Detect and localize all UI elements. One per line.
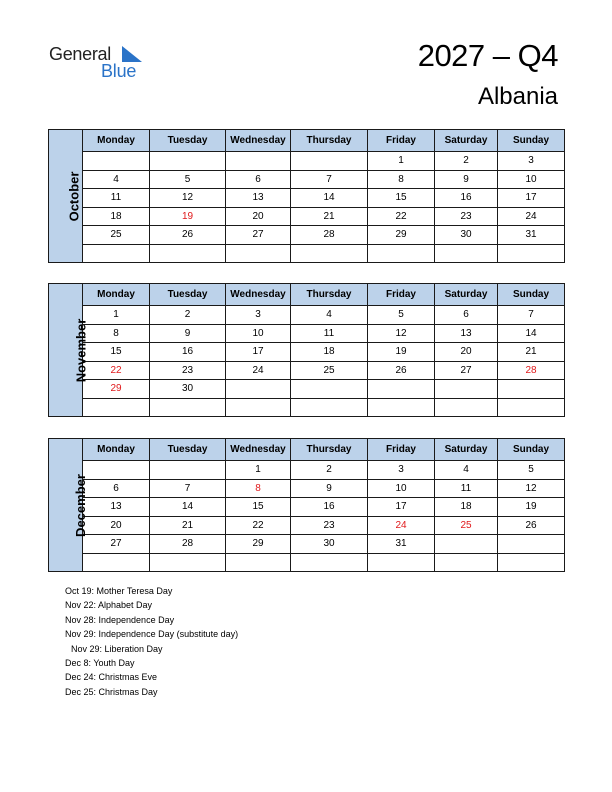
day-cell: 4 [83,170,150,189]
day-cell [498,535,565,554]
day-cell: 30 [150,380,226,399]
holiday-note: Nov 29: Independence Day (substitute day) [65,629,239,640]
day-cell: 12 [368,324,435,343]
holiday-note: Nov 29: Liberation Day [71,643,163,654]
day-cell: 31 [498,226,565,245]
day-cell: 27 [226,226,291,245]
day-cell [150,244,226,263]
week-row [49,516,565,535]
day-cell: 21 [291,207,368,226]
day-cell: 11 [435,479,498,498]
logo-blue-text: Blue [101,61,137,81]
week-row [49,380,565,399]
day-cell: 29 [368,226,435,245]
day-cell: 15 [368,189,435,208]
day-cell: 30 [435,226,498,245]
logo [49,44,149,84]
weekday-header: Sunday [498,284,565,306]
logo-general-text: General [49,44,111,64]
logo-flag-icon [122,46,142,62]
day-cell [150,553,226,572]
day-cell [83,553,150,572]
day-cell: 4 [291,306,368,325]
day-cell: 19 [368,343,435,362]
weekday-header: Monday [83,284,150,306]
day-cell: 2 [150,306,226,325]
day-cell: 7 [498,306,565,325]
day-cell: 31 [368,535,435,554]
day-cell [291,553,368,572]
day-cell: 8 [226,479,291,498]
week-row [49,244,565,263]
day-cell: 29 [83,380,150,399]
day-cell: 16 [150,343,226,362]
day-cell: 7 [291,170,368,189]
week-row [49,207,565,226]
day-cell: 22 [226,516,291,535]
day-cell: 16 [291,498,368,517]
month-label: November [73,318,89,382]
day-cell: 9 [435,170,498,189]
day-cell [150,152,226,171]
day-cell: 17 [498,189,565,208]
day-cell [226,244,291,263]
day-cell: 6 [435,306,498,325]
day-cell [291,244,368,263]
week-row [49,343,565,362]
month-label-cell [49,439,88,572]
day-cell [435,398,498,417]
day-cell: 6 [226,170,291,189]
day-cell [291,380,368,399]
day-cell: 8 [83,324,150,343]
day-cell [368,244,435,263]
day-cell: 5 [498,461,565,480]
day-cell: 23 [150,361,226,380]
day-cell: 27 [435,361,498,380]
day-cell: 20 [83,516,150,535]
day-cell: 29 [226,535,291,554]
weekday-header: Friday [368,284,435,306]
day-cell: 21 [150,516,226,535]
week-row [49,398,565,417]
week-row [49,152,565,171]
day-cell: 13 [435,324,498,343]
day-cell: 22 [368,207,435,226]
week-row [49,535,565,554]
holiday-note: Dec 8: Youth Day [65,658,135,669]
weekday-header: Friday [368,130,435,152]
day-cell: 25 [83,226,150,245]
day-cell: 11 [291,324,368,343]
day-cell [291,398,368,417]
day-cell [435,553,498,572]
week-row [49,189,565,208]
month-calendar-november [48,283,564,417]
day-cell: 24 [498,207,565,226]
day-cell: 2 [435,152,498,171]
weekday-header: Monday [83,439,150,461]
day-cell: 28 [498,361,565,380]
country-name: Albania [477,83,558,110]
day-cell: 3 [226,306,291,325]
day-cell: 11 [83,189,150,208]
month-label-cell [49,130,83,263]
day-cell: 19 [498,498,565,517]
weekday-header: Wednesday [226,130,291,152]
week-row [49,226,565,245]
calendar-table [48,438,565,572]
day-cell: 2 [291,461,368,480]
day-cell [83,244,150,263]
day-cell: 17 [368,498,435,517]
week-row [49,361,565,380]
weekday-header: Friday [368,439,435,461]
day-cell [150,461,226,480]
weekday-header: Saturday [435,439,498,461]
holiday-notes [65,584,238,699]
day-cell: 15 [226,498,291,517]
day-cell: 12 [498,479,565,498]
holiday-note: Dec 25: Christmas Day [65,686,158,697]
holiday-note: Dec 24: Christmas Eve [65,672,158,683]
day-cell [498,244,565,263]
day-cell: 19 [150,207,226,226]
holiday-note: Nov 28: Independence Day [65,614,175,625]
day-cell: 20 [226,207,291,226]
day-cell: 1 [226,461,291,480]
day-cell: 9 [291,479,368,498]
day-cell [226,380,291,399]
calendar-table [48,129,565,263]
day-cell: 24 [226,361,291,380]
page-title: 2027 – Q4 [417,38,558,73]
weekday-header: Tuesday [150,130,226,152]
month-label-cell [49,284,89,417]
weekday-header: Tuesday [150,439,226,461]
week-row [49,306,565,325]
week-row [49,170,565,189]
day-cell [226,152,291,171]
day-cell: 10 [226,324,291,343]
day-cell: 18 [435,498,498,517]
weekday-header: Saturday [435,284,498,306]
day-cell: 22 [83,361,150,380]
day-cell: 5 [150,170,226,189]
day-cell: 13 [226,189,291,208]
day-cell [83,152,150,171]
day-cell: 1 [368,152,435,171]
weekday-header: Saturday [435,130,498,152]
week-row [49,553,565,572]
day-cell [150,398,226,417]
day-cell: 15 [83,343,150,362]
day-cell: 6 [83,479,150,498]
day-cell: 8 [368,170,435,189]
day-cell: 28 [150,535,226,554]
day-cell [368,553,435,572]
day-cell: 14 [498,324,565,343]
month-calendar-december [48,438,564,572]
day-cell: 9 [150,324,226,343]
day-cell [226,553,291,572]
day-cell: 18 [83,207,150,226]
week-row [49,461,565,480]
day-cell: 14 [150,498,226,517]
day-cell: 25 [435,516,498,535]
day-cell: 5 [368,306,435,325]
day-cell [435,244,498,263]
day-cell: 24 [368,516,435,535]
day-cell: 23 [435,207,498,226]
day-cell: 26 [150,226,226,245]
day-cell: 13 [83,498,150,517]
day-cell [498,398,565,417]
day-cell: 23 [291,516,368,535]
weekday-header: Wednesday [226,439,291,461]
weekday-header: Thursday [291,284,368,306]
day-cell: 26 [498,516,565,535]
holiday-note: Oct 19: Mother Teresa Day [65,586,173,596]
day-cell [498,553,565,572]
day-cell [83,461,150,480]
day-cell [435,535,498,554]
day-cell: 21 [498,343,565,362]
day-cell: 28 [291,226,368,245]
day-cell: 7 [150,479,226,498]
day-cell: 14 [291,189,368,208]
day-cell: 3 [368,461,435,480]
day-cell [435,380,498,399]
day-cell: 10 [368,479,435,498]
week-row [49,498,565,517]
day-cell: 1 [83,306,150,325]
day-cell: 4 [435,461,498,480]
weekday-header: Tuesday [150,284,226,306]
month-label: October [66,171,82,221]
day-cell: 25 [291,361,368,380]
day-cell: 20 [435,343,498,362]
weekday-header: Sunday [498,130,565,152]
day-cell: 16 [435,189,498,208]
day-cell: 26 [368,361,435,380]
day-cell [498,380,565,399]
weekday-header: Thursday [291,439,368,461]
day-cell [291,152,368,171]
holiday-note: Nov 22: Alphabet Day [65,600,153,611]
month-label: December [72,473,88,537]
week-row [49,479,565,498]
calendar-table [48,283,565,417]
day-cell [368,380,435,399]
day-cell: 12 [150,189,226,208]
day-cell: 3 [498,152,565,171]
day-cell: 27 [83,535,150,554]
day-cell: 30 [291,535,368,554]
day-cell [83,398,150,417]
day-cell: 10 [498,170,565,189]
day-cell [368,398,435,417]
month-calendar-october [48,129,564,263]
weekday-header: Monday [83,130,150,152]
day-cell: 17 [226,343,291,362]
weekday-header: Wednesday [226,284,291,306]
weekday-header: Thursday [291,130,368,152]
day-cell [226,398,291,417]
weekday-header: Sunday [498,439,565,461]
day-cell: 18 [291,343,368,362]
week-row [49,324,565,343]
